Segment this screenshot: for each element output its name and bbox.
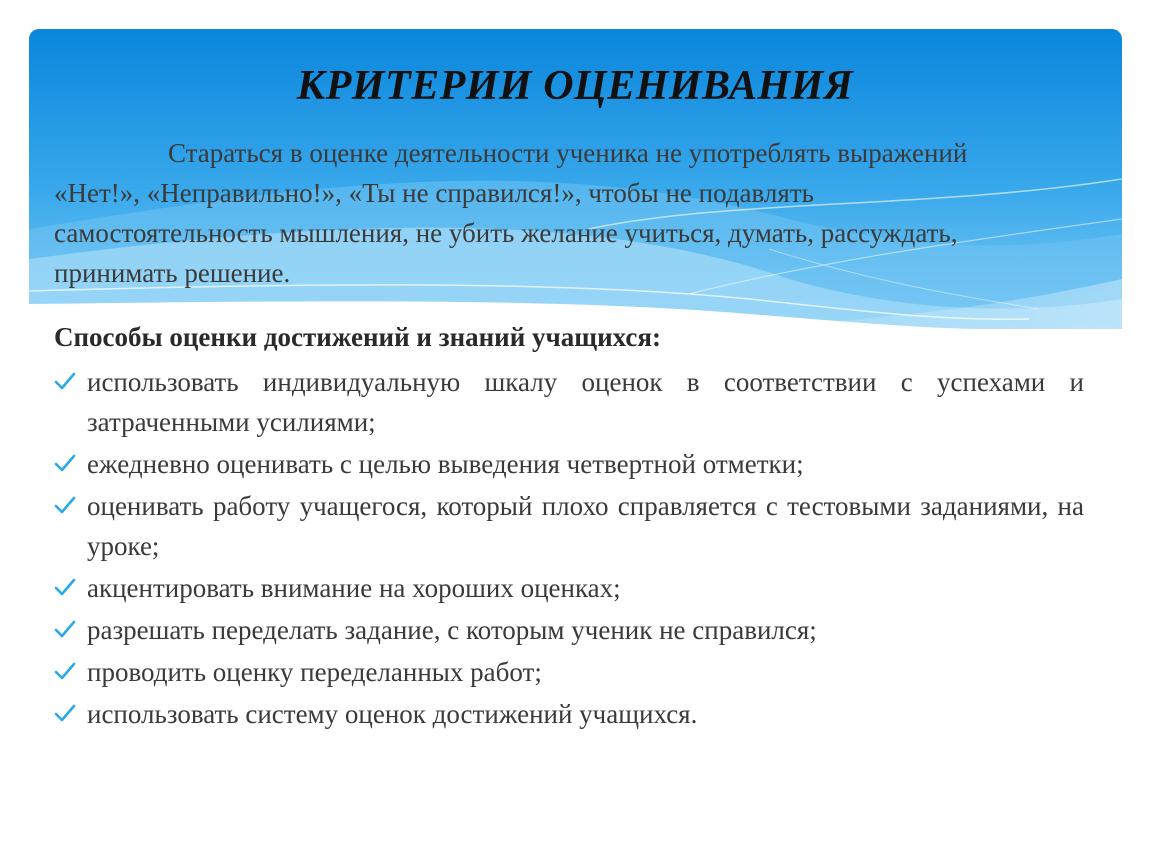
list-item-text: акцентировать внимание на хороших оценках; bbox=[87, 573, 621, 603]
list-item-text: ежедневно оценивать с целью выведения четвертной отметки; bbox=[87, 449, 804, 479]
methods-list bbox=[54, 362, 1084, 736]
checkmark-icon bbox=[54, 371, 76, 391]
list-item-text: оценивать работу учащегося, который плохо справляется с тестовыми заданиями, на уроке; bbox=[87, 491, 1084, 561]
list-item bbox=[54, 652, 1084, 692]
slide-title: КРИТЕРИИ ОЦЕНИВАНИЯ bbox=[296, 63, 854, 109]
list-item bbox=[54, 610, 1084, 650]
checkmark-icon bbox=[54, 453, 76, 473]
list-item bbox=[54, 486, 1084, 566]
checkmark-icon bbox=[54, 577, 76, 597]
list-item-text: разрешать переделать задание, с которым ученик не справился; bbox=[87, 615, 817, 645]
intro-paragraph: Стараться в оценке деятельности ученика не употреблять выражений «Нет!», «Неправильно!», «Ты не справился!», чтобы не подавлять самостоятельность мышления, не убить желание учиться, думать, рассуждать, принимать решение. bbox=[54, 138, 968, 288]
checkmark-icon bbox=[54, 495, 76, 515]
list-item bbox=[54, 568, 1084, 608]
checkmark-icon bbox=[54, 703, 76, 723]
list-item bbox=[54, 694, 1084, 734]
list-item bbox=[54, 362, 1084, 442]
checkmark-icon bbox=[54, 619, 76, 639]
list-item-text: использовать индивидуальную шкалу оценок в соответствии с успехами и затраченными усилиями; bbox=[87, 367, 1084, 437]
list-item-text: проводить оценку переделанных работ; bbox=[87, 657, 542, 687]
list-item bbox=[54, 444, 1084, 484]
section-heading: Способы оценки достижений и знаний учащихся: bbox=[54, 322, 661, 352]
list-item-text: использовать систему оценок достижений учащихся. bbox=[87, 699, 698, 729]
checkmark-icon bbox=[54, 661, 76, 681]
